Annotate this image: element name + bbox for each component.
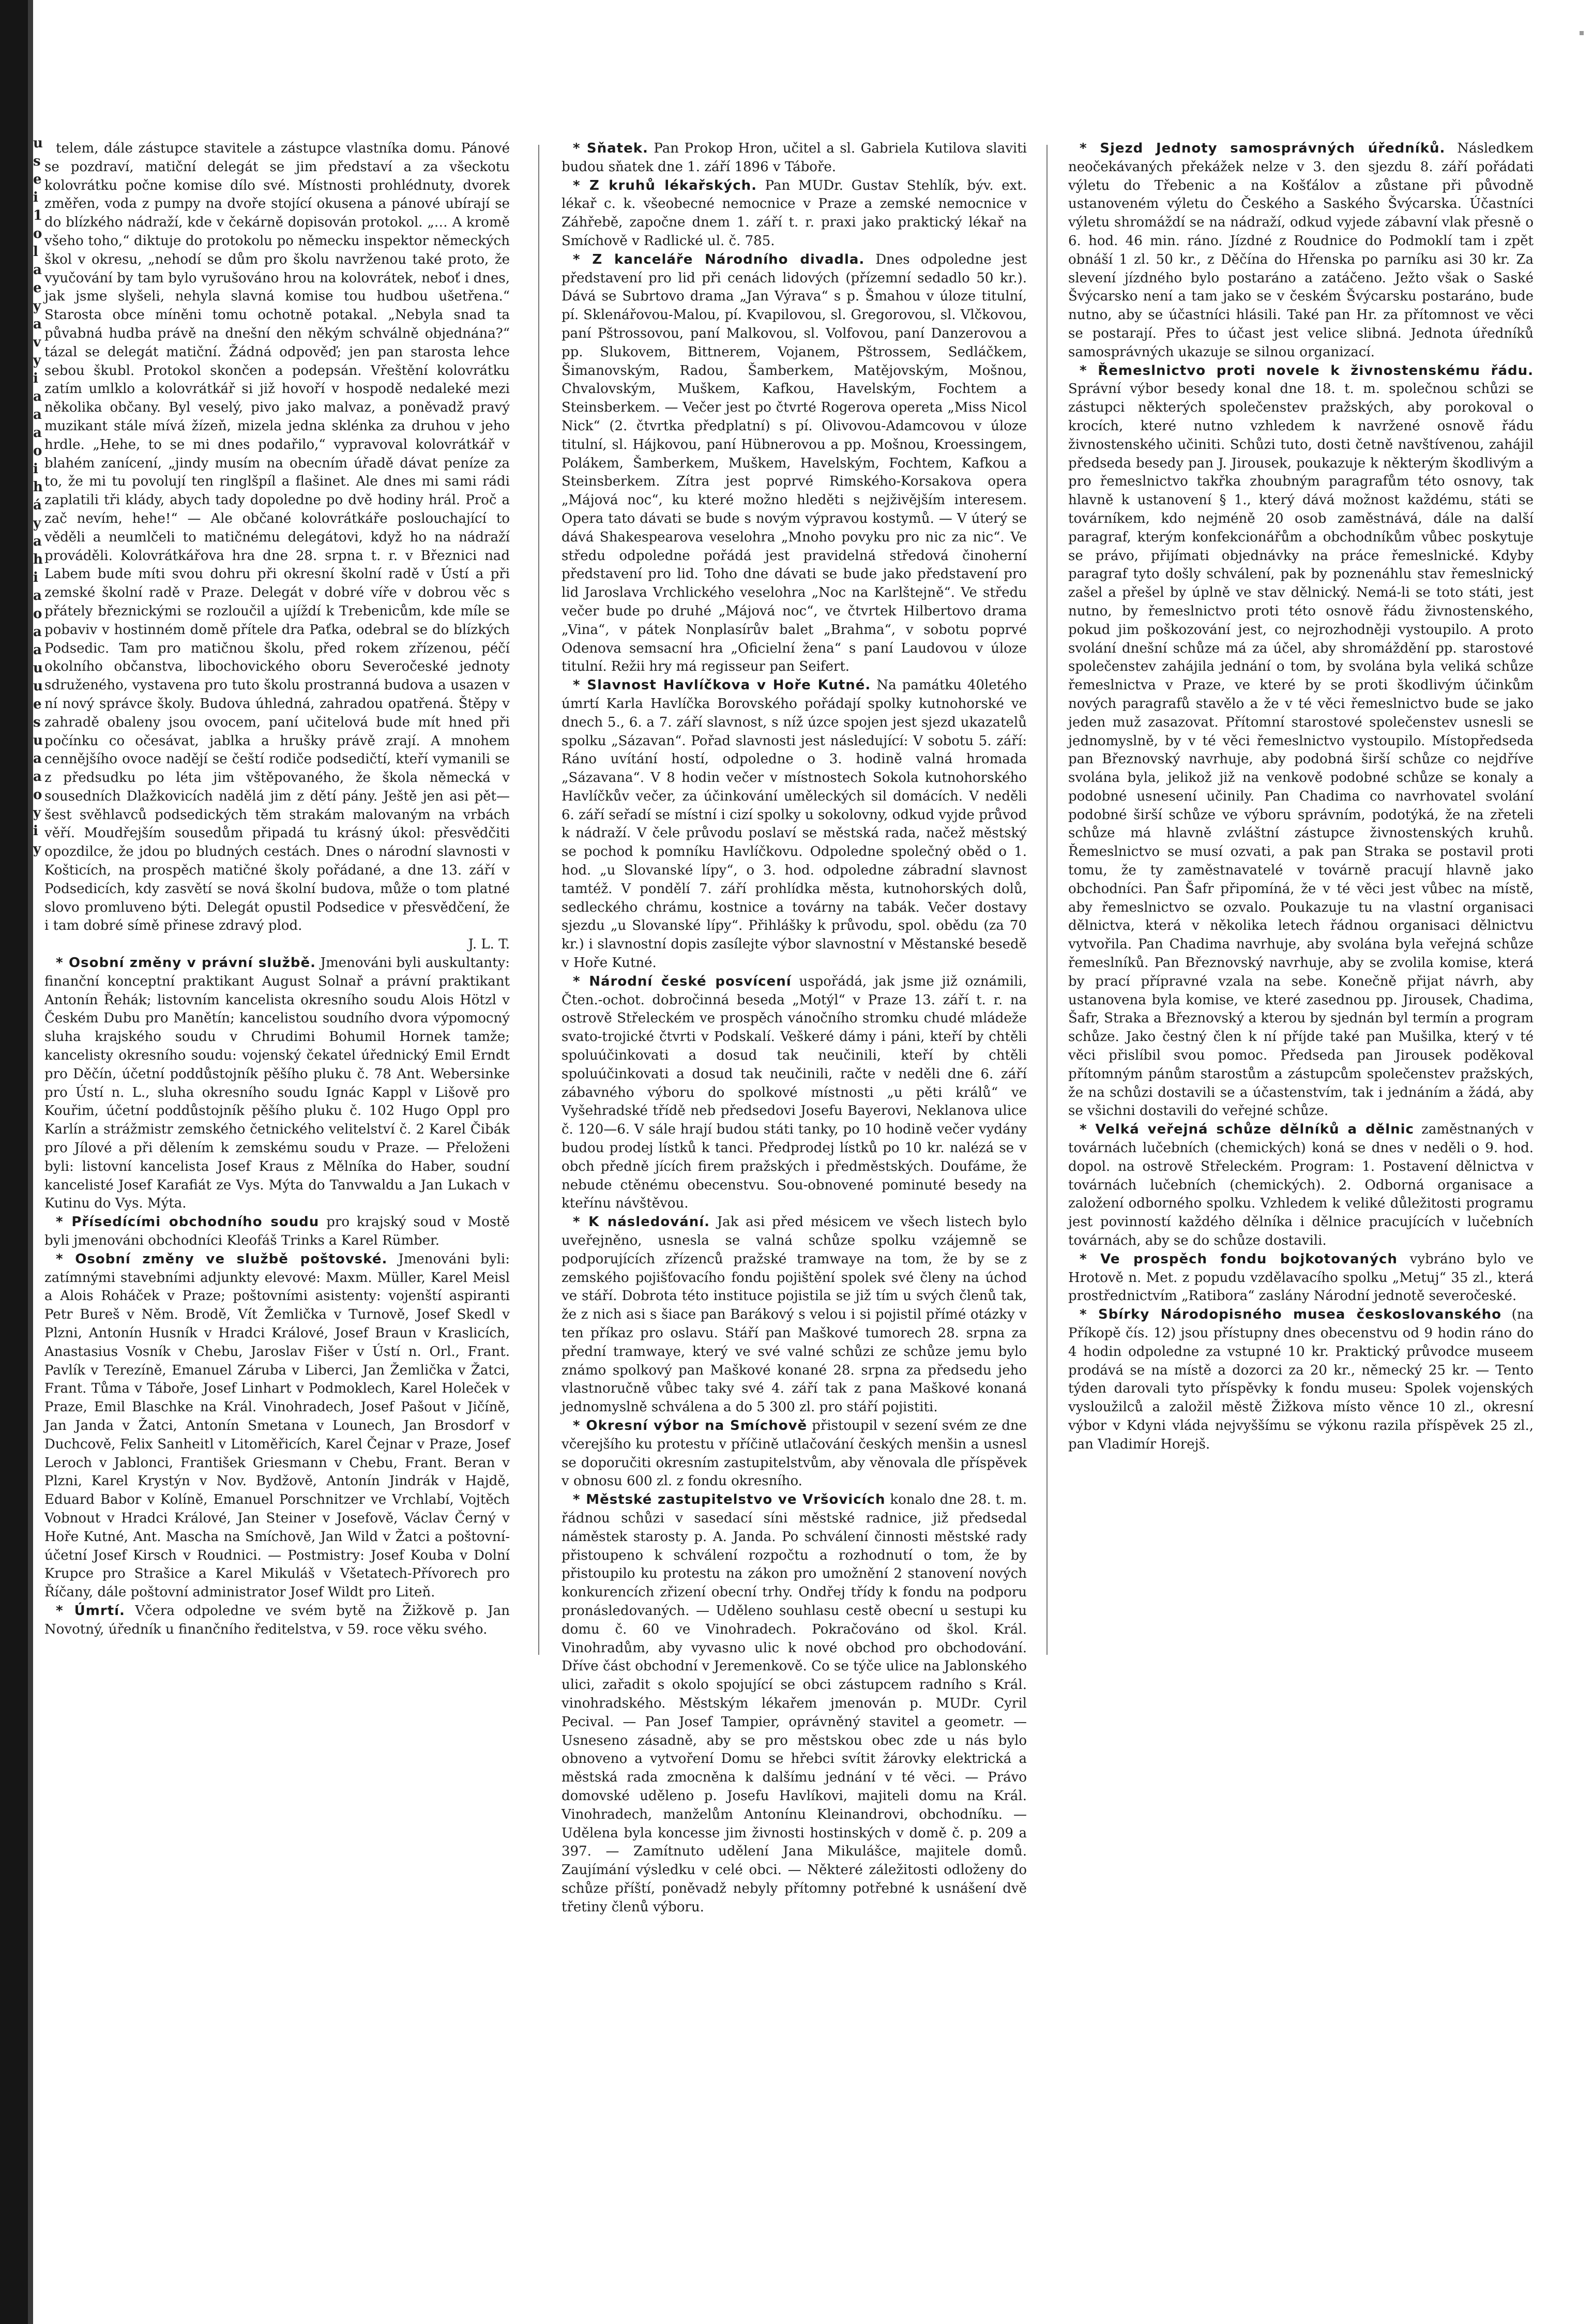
news-item-heading: * Sňatek. [573, 141, 648, 156]
news-item [562, 973, 1027, 1213]
news-item-body: vybráno bylo ve Hrotově n. Met. z popudu vzdělavacího spolku „Metuj“ 35 zl., která prostřednictvím „Ratibora“ zaslány Národní jednotě severočeské. [1068, 1251, 1534, 1304]
news-item-heading: * Městské zastupitelstvo ve Vršovicích [573, 1492, 886, 1508]
news-item [44, 1602, 510, 1639]
previous-page-fragment: u s e i 1 o l a e y a v y i a a a o i h á y a h i a o a a u u e s u a a o y i y [33, 135, 43, 857]
news-item [562, 251, 1027, 676]
news-item [1068, 1250, 1534, 1306]
news-item [562, 140, 1027, 177]
news-item-heading: * Osobní změny v právní službě. [56, 955, 316, 971]
news-item-heading: * Velká veřejná schůze dělníků a dělnic [1080, 1122, 1414, 1138]
news-item-body: Následkem neočekávaných překážek nelze v 3. den sjezdu 8. září pořádati výletu do Třebenic a na Košťálov a zůstane při původně ustanoveném výletu do Českého a Saského Švýcarska. Účastníci výletu shromáždí se na nádraží, odkud vyjede zábavní vlak přesně o 6. hod. 46 min. ráno. Jízdné z Roudnice do Podmoklí tam i zpět obnáší 1 zl. 50 kr., z Děčína do Hřenska po parníku asi 30 kr. Za slevení jízdného bylo postaráno a zatáčeno. Ježto však o Saské Švýcarsko není a tam jako se v českém Švýcarsku postaráno, bude nutno, aby se účastníci hlásili. Také pan Hr. za přítomnost ve věci se postarají. Přes to účast jest velice slibná. Jednota úředníků samosprávných ukazuje se silnou organizací. [1068, 141, 1534, 360]
news-item-body: Dnes odpoledne jest představení pro lid při cenách lidových (přízemní sedadlo 50 kr.). Dává se Subrtovo drama „Jan Výrava“ s p. Šmahou v úloze titulní, pí. Sklenářovou-Malou, pí. Kvapilovou, sl. Gregorovou, sl. Vlčkovou, paní Pštrossovou, paní Malkovou, sl. Volfovou, paní Danzerovou a pp. Slukovem, Bittnerem, Vojanem, Pštrossem, Sedláčkem, Šimanovským, Radou, Šamberkem, Matějovským, Mošnou, Chvalovským, Muškem, Kafkou, Havelským, Fochtem a Steinsberkem. — Večer jest po čtvrté Rogerova opereta „Miss Nicol Nick“ (2. čtvrtka předplatní) s pí. Olivovou-Adamcovou v úloze titulní, sl. Hájkovou, paní Hübnerovou a pp. Mošnou, Kroessingem, Polákem, Šamberkem, Muškem, Havelským, Fochtem, Kafkou a Steinsberkem. Zítra jest poprvé Rimského-Korsakova opera „Májová noc“, ku které možno hleděti s nejživějším interesem. Opera tato dávati se bude s novým výpravou kostymů. — V úterý se dává Shakespearova veselohra „Mnoho povyku pro nic za nic“. Ve středu odpoledne pořádá jest pravidelná středová činoherní představení pro lid. Toho dne dávati se bude jako představení pro lid Jaroslava Vrchlického veselohra „Noc na Karlštejně“. Ve středu večer bude po druhé „Májová noc“, ve čtvrtek Hilbertovo drama „Vina“, v pátek Nonplasírův balet „Brahma“, v sobotu poprvé Odenova semsacní hra „Oficielní žena“ s paní Laudovou v úloze titulní. Režii hry má regisseur pan Seifert. [562, 251, 1027, 675]
news-item-body: Jak asi před mésicem ve všech listech bylo uveřejněno, usnesla se valná schůze spolku vzájemně se podporujících zřízenců pražské tramwaye na tom, že by se z zemského pojišťovacího fondu pojištění spolek své členy na úchod ve stáří. Dobrota této instituce pojistila se již tím u svých členů tak, že z nich asi s šiace pan Barákový s velou i si pojistil přímé otázky v ten příkaz pro oslavu. Stáří pan Maškové tumorech 28. srpna za přední tramwaye, který ve své valné schůzi ze schůze jemu bylo známo spolkový pan Maškové konané 28. srpna za předsedu jeho vlastnoručně vůbec taky své 4. září tak z pana Maškové konaná jednomyslně schválena a do 5 300 zl. pro stáří pojistiti. [562, 1214, 1027, 1415]
news-item [44, 1213, 510, 1250]
news-item-heading: * Z kanceláře Národního divadla. [573, 251, 865, 267]
news-item-heading: * Osobní změny ve službě poštovské. [56, 1251, 388, 1267]
news-item-body: Jmenováni byli: zatímnými stavebními adjunkty elevové: Maxm. Müller, Karel Meisl a Alois Roháček v Praze; poštovními asistenty: vojenští aspiranti Petr Bureš v Něm. Brodě, Vít Žemlička v Turnově, Josef Skedl v Plzni, Antonín Husník v Hradci Králové, Josef Braun v Kraslicích, Anastasius Vosník v Chebu, Jaroslav Fišer v Ústí n. Orl., Frant. Pavlík v Terezíně, Emanuel Záruba v Liberci, Jan Žemlička v Žatci, Frant. Tůma v Táboře, Josef Linhart v Podmoklech, Karel Holeček v Praze, Emil Blaschke na Král. Vinohradech, Josef Pašout v Jičíně, Jan Janda v Žatci, Antonín Smetana v Lounech, Jan Brosdorf v Duchcově, Felix Sanheitl v Litoměřicích, Karel Čejnar v Praze, Josef Leroch v Jablonci, František Griesmann v Chebu, Frant. Beran v Plzni, Karel Krystýn v Nov. Bydžově, Antonín Jindrák v Hajdě, Eduard Babor v Kolíně, Emanuel Porschnitzer ve Vrchlabí, Vojtěch Vobnout v Hradci Králové, Jan Steiner v Josefově, Václav Černý v Hoře Kutné, Ant. Mascha na Smíchově, Jan Wild v Žatci a poštovní-účetní Josef Kirsch v Roudnici. — Postmistry: Josef Kouba v Dolní Krupce pro Strašice a Karel Mikuláš v Všetatech-Přívorech pro Říčany, dále poštovní administrator Josef Wildt pro Liteň. [44, 1251, 510, 1601]
column-1 [44, 140, 510, 1665]
news-item-body: Pan MUDr. Gustav Stehlík, býv. ext. lékař c. k. všeobecné nemocnice v Praze a zemské nemocnice v Záhřebě, započne dnem 1. září t. r. praxi jako praktický lékař na Smíchově v Radlické ul. č. 785. [562, 177, 1027, 249]
article-signature: J. L. T. [468, 937, 510, 953]
newspaper-page [44, 140, 1554, 1915]
news-item-heading: * Sjezd Jednoty samosprávných úředníků. [1080, 141, 1446, 156]
news-item-body: Jmenováni byli auskultanty: finanční konceptní praktikant August Solnař a právní praktikant Antonín Řehák; listovním kancelista okresního soudu Alois Hötzl v Českém Dubu pro Manětín; kancelistou soudního dvora výpomocný sluha krajského soudu v Chrudimi Bohumil Hornek tamže; kancelisty okresního soudu: vojenský čekatel úřednický Emil Erndt pro Děčín, účetní poddůstojník pěšího pluku č. 78 Ant. Webersinke pro Ústí n. L., sluha okresního soudu Ignác Kappl v Lišově pro Kouřim, účetní poddůstojník pěšího pluku č. 102 Hugo Oppl pro Karlín a strážmistr zemského četnického velitelství č. 2 Karel Čibák pro Jílové a při dělením k zemskému soudu v Praze. — Přeloženi byli: listovní kancelista Josef Kraus z Mělníka do Haber, soudní kancelisté Josef Karafiát ze Vys. Mýta do Tanvwaldu a Jan Lukach v Kutinu do Vys. Mýta. [44, 955, 510, 1212]
news-item [1068, 140, 1534, 362]
news-item [1068, 1306, 1534, 1454]
news-item-heading: * K následování. [573, 1214, 710, 1230]
news-item-body: Včera odpoledne ve svém bytě na Žižkově p. Jan Novotný, úředník u finančního ředitelstva, v 59. roce věku svého. [44, 1603, 510, 1637]
news-item-heading: * Ve prospěch fondu bojkotovaných [1080, 1251, 1398, 1267]
news-item-body: pro krajský soud v Mostě byli jmenováni obchodníci Kleofáš Trinks a Karel Rümber. [44, 1214, 510, 1249]
news-item-body: Na památku 40letého úmrtí Karla Havlíčka Borovského pořádají spolky kutnohorské ve dnech 5., 6. a 7. září slavnost, s níž úzce spojen jest sjezd ukazatelů spolku „Sázavan“. Pořad slavnosti jest následující: V sobotu 5. září: Ráno uvítání hostí, odpoledne o 3. hodině valná hromada „Sázavana“. V 8 hodin večer v místnostech Sokola kutnohorského Havlíčkův večer, za účinkování uměleckých sil domácích. V neděli 6. září seřadí se místní i cizí spolky u sokolovny, odkud vyjde průvod k nádraží. V čele průvodu poslaví se městská rada, načež městský se pochod k pomníku Havlíčkovu. Odpoledne společný oběd o 1. hod. „u Slovanské lípy“, o 3. hod. odpoledne zábradní slavnost tamtéž. V pondělí 7. září prohlídka města, kutnohorských dolů, sedleckého chrámu, kostnice a továrny na tabák. Večer dostavy sjezdu „u Slovanské lípy“. Přihlášky k průvodu, spol. obědu (za 70 kr.) i slavnostní dopis zasílejte výbor slavnostní v Městanské besedě v Hoře Kutné. [562, 677, 1027, 971]
news-item [1068, 1121, 1534, 1250]
news-item-body: zaměstnaných v továrnách lučebních (chemických) koná se dnes v neděli o 9. hod. dopol. na ostrově Střeleckém. Program: 1. Postavení dělnictva v továrnách lučebních (chemických). 2. Odborná organisace a založení odborného spolku. Vzhledem k veliké důležitosti programu jest povinností každého dělníka i dělnice pracujících v lučebních továrnách, aby se do schůze dostavili. [1068, 1122, 1534, 1249]
binding-edge [28, 0, 33, 2324]
news-item-body: (na Příkopě čís. 12) jsou přístupny dnes obecenstvu od 9 hodin ráno do 4 hodin odpoledne za vstupné 10 kr. Praktický průvodce museem prodává se na místě a dozorci za 20 kr., německý 25 kr. — Tento týden darovali tyto příspěvky k fondu museu: Spolek vojenských vysloužilců a založil městě Žižkova místo věnce 10 zl., okresní výbor v Kdyni vláda nejvyššímu se výkonu razila příspěvek 25 zl., pan Vladimír Horejš. [1068, 1307, 1534, 1452]
news-item [562, 177, 1027, 251]
news-item [1068, 362, 1534, 1121]
news-item [44, 954, 510, 1213]
column-3 [1068, 140, 1534, 1665]
news-item-heading: * Řemeslnictvo proti novele k živnostenskému řádu. [1080, 363, 1534, 379]
news-item [44, 1250, 510, 1602]
article-continuation: telem, dále zástupce stavitele a zástupce vlastníka domu. Pánové se pozdraví, matiční delegát se jim představí a za všeckotu kolovrátku počne komise dílo své. Místnosti prohlédnuty, dvorek změřen, voda z pumpy na dvoře stojící okusena a pánové ubírají se do blízkého nádraží, kde v čekárně dopisován protokol. „… A kromě všeho toho,“ diktuje do protokolu po německu inspektor německých škol v okresu, „nehodí se dům pro školu navrženou také proto, že vyučování by tam bylo vyrušováno hrou na kolovrátek, neboť i dnes, jak jsme slyšeli, nehyla slavná komise tou hudbou ušetřena.“ Starosta obce míněni tomu ochotně potakal. „Nebyla snad ta půvabná hudba právě na dnešní den někým schválně objednána?“ tázal se delegát matiční. Žádná odpověď; jen pan starosta lehce sebou škubl. Protokol skončen a podepsán. Vřeštění kolovrátku zatím umlklo a kolovrátkář si již hovoří v hospodě nedaleké mezi několika občany. Byl veselý, pivo jako malvaz, a poněvadž pravý muzikant stále mívá žízeň, mizela jedna sklénka za druhou v jeho hrdle. „Hehe, to se mi dnes podařilo,“ vypravoval kolovrátkář v blahém zanícení, „jindy musím na obecním úřadě dávat peníze za to, že mi tu povolují ten ringlšpíl a flašinet. Ale dnes mi sami rádi zaplatili tři klády, abych tady dopoledne po dvě hodiny hrál. Proč a zač nevím, hehe!“ — Ale občané kolovrátkáře poslouchající to věděli a neumlčeli to matičnému delegátovi, když ho na nádraží prováděli. Kolovrátkářova hra dne 28. srpna t. r. v Březnici nad Labem bude míti svou dohru při okresní školní radě v Ústí a při zemské školní radě v Praze. Delegát v dobré víře v dobrou věc s přátely březnickými se rozloučil a ujíždí k Trebenicům, kde míle se pobaviv v hostinném domě přítele dra Paťka, odebral se do blízkých Podsedic. Tam pro matičnou školu, před rokem zřízenou, péčí okolního občanstva, libochovického oboru Severočeské jednoty sdruženého, vystavena pro tuto školu prostranná budova a usazen v ní nový správce školy. Budova úhledná, zahradou opatřená. Štěpy v zahradě obaleny jsou ovocem, paní učitelová bude mít hned při počínku co očesávat, jablka a hrušky právě zrají. A mnohem cennějšího ovoce nadějí se čeští rodiče podsedičtí, kteří vymanili se z předsudku po léta jim vštěpovaného, že škola německá v sousedních Dlažkovicích nadělá jim z dětí pány. Ještě jen asi pět—šest svěhlavců podsedických těm strakám malovaným na vrbách věří. Moudřejším sousedům připadá tu krásný úkol: přesvědčiti opozdilce, že jdou po bludných cestách. Dnes o národní slavnosti v Košticích, na prospěch matičné školy pořádané, a dne 13. září v Podsedicích, kdy zasvětí se nová školní budova, může o tom platné slovo promluveno býti. Delegát opustil Podsedice v přesvědčení, že i tam dobré símě přinese zdravý plod. [44, 141, 510, 934]
news-item [562, 1491, 1027, 1916]
news-item-heading: * Z kruhů lékařských. [573, 177, 757, 193]
news-item-heading: * Úmrtí. [56, 1603, 125, 1619]
binding-spine [0, 0, 28, 2324]
news-item-heading: * Přísedícími obchodního soudu [56, 1214, 320, 1230]
news-item [562, 1417, 1027, 1491]
news-item-heading: * Národní české posvícení [573, 973, 792, 989]
news-item-heading: * Okresní výbor na Smíchově [573, 1417, 808, 1433]
news-item-body: Správní výbor besedy konal dne 18. t. m. společnou schůzi se zástupci některých společenstev pražských, aby porokoval o krocích, které nutno vzhledem k navržené osnově řádu živnostenského učiniti. Schůzi tuto, dosti četně navštívenou, zahájil předseda besedy pan J. Jirousek, poukazuje k některým škodlivým a pro řemeslnictvo takřka zhoubným paragrafům této osnovy, tak hlavně k ustanovení § 1., který dává možnost každému, státi se továrníkem, kdo nejméně 20 osob zaměstnává, dále na další paragraf, kterým konfekcionářům a obchodníkům vůbec poskytuje se právo, přijímati objednávky na práce řemeslnické. Kdyby paragraf tyto došly schválení, pak by poznenáhlu stav řemeslnický zašel a přešel by úplně ve stav dělnický. Nemá-li se toto státi, jest nutno, by řemeslnictvo proti této osnově řádu živnostenského, pokud jim poškozování jest, co nejrozhodněji vystoupilo. A proto svolání dnešní schůze má za účel, aby shromáždění pp. starostové společenstev zahájila jednání o tom, by svolána byla veliká schůze řemeslnictva v Praze, ve které by se proti škodlivým účinkům nových paragrafů stavělo a že v té věci řemeslnictvo bude se jako jeden muž zasazovat. Přítomní starostové společenstev usnesli se jednomyslně, by v té věci řemeslnictvo vystoupilo. Místopředseda pan Březnovský navrhuje, aby podobná širší schůze co nejdříve svolána byla, jelikož již na venkově podobné schůze se konaly a podobné usnesení učinily. Pan Chadima co navrhovatel svolání podobné širší schůze ve výboru správním, podotýká, že na zřeteli schůze má hlavně zvláštní zástupce živnostenských kruhů. Řemeslnictvo se musí ozvati, a pak pan Straka se postavil proti tomu, že ty zaměstnavatelé v továrně pracují hlavně jako obchodníci. Pan Šafr připomíná, že v té věci jest vůbec na místě, aby řemeslnictvo se ozvalo. Poukazuje tu na vlastní organisaci dělnictva, která v několika letech řádnou organisaci dělnictvu vytvořila. Pan Chadima navrhuje, aby svolána byla veřejná schůze řemeslníků. Pan Březnovský navrhuje, aby se zvolila komise, která by prací přípravné vzala na sebe. Konečně přijat návrh, aby ustanovena byla komise, ve které zasednou pp. Jirousek, Chadima, Šafr, Straka a Březnovský a kterou by sjednán byl termín a program schůze. Jako čestný člen k ní příjde také pan Mušilka, který v té věci přislíbil svou pomoc. Předseda pan Jirousek poděkoval přítomným pánům starostům a zástupcům společenstev pražských, že na schůzi dostavili se a účastenstvím, tak i jednáním a žádá, aby se všichni dostavili do veřejné schůze. [1068, 381, 1534, 1119]
column-2 [562, 140, 1027, 1915]
news-item-body: Pan Prokop Hron, učitel a sl. Gabriela Kutilova slaviti budou sňatek dne 1. září 1896 v Táboře. [562, 141, 1027, 175]
news-item-body: uspořádá, jak jsme již oznámili, Čten.-ochot. dobročinná beseda „Motýl“ v Praze 13. září t. r. na ostrově Střeleckém ve prospěch vánočního stromku chudé mládeže svato-trojické čtvrti v Podskalí. Veškeré dámy i páni, kteří by chtěli spoluúčinkovati a dosud tak neučinili, kteří by chtěli spoluúčinkovati a dosud tak neučinili, račte v neděli dne 6. září zábavného výboru do spolkové místnosti „u pěti králů“ ve Vyšehradské třídě neb předsedovi Josefu Bayerovi, Neklanova ulice č. 120—6. V sále hrají budou státi tanky, po 10 hodině večer vydány budou prodej lístků k tanci. Předprodej lístků po 10 kr. nalézá se v obch předně jících firem pražských i předměstských. Doufáme, že nebude ctěnému obecenstvu. Sou-obnovené pominuté besedy na kteřínu návštěvou. [562, 973, 1027, 1212]
news-item-heading: * Slavnost Havlíčkova v Hoře Kutné. [573, 677, 871, 693]
news-item-heading: * Sbírky Národopisného musea českoslovanského [1080, 1307, 1502, 1323]
page-corner-mark [1580, 31, 1584, 35]
news-item-body: přistoupil v sezení svém ze dne včerejšího ku protestu v příčině utlačování českých menšin a usnesl se doporučiti okresním zastupitelstvům, aby věnovala dle příspěvek v obnosu 600 zl. z fondu okresního. [562, 1417, 1027, 1489]
news-item [562, 676, 1027, 973]
news-item [562, 1213, 1027, 1417]
column-rule-1 [538, 145, 539, 1655]
news-item-body: konalo dne 28. t. m. řádnou schůzi v sasedací síni městské radnice, již předsedal náměstek starosty p. A. Janda. Po schválení činnosti městské rady přistoupeno k schválení rozpočtu a rozhodnutí o tom, že by přistoupilo ku protestu na zákon pro umožnění 2 stanovení nových konkurencích zřizení obecní trhy. Ondřej třídy k fondu na podporu pronásledovaných. — Uděleno souhlasu cestě obecní u sestupi ku domu č. 60 ve Vinohradech. Pokračováno od škol. Král. Vinohradům, aby vyvasno ulic k nové obchod pro obchodování. Dříve část obchodní v Jeremenkově. Co se týče ulice na Jablonského ulici, zařadit s okolo spojující se obci zástupcem radního s Král. vinohradského. Městským lékařem jmenován p. MUDr. Cyril Pecival. — Pan Josef Tampier, oprávněný stavitel a geometr. — Usneseno zásadně, aby se pro městskou obec zde u nás bylo obnoveno a vytvoření Domu se hřebci svítit žárovky elektrická a městská rada zmocněna k dalšímu jednání v té věci. — Právo domovské uděleno p. Josefu Havlíkovi, majiteli domu na Král. Vinohradech, manželům Antonínu Kleinandrovi, obchodníku. — Udělena byla koncesse jim živnosti hostinských v domě č. p. 209 a 397. — Zamítnuto udělení Jana Mikulášce, majitele domů. Zaujímání výsledku v celé obci. — Některé záležitosti odloženy do schůze příští, poněvadž nebyly přítomny potřebné k usnášení dvě třetiny členů výboru. [562, 1492, 1027, 1915]
column-rule-2 [1046, 145, 1048, 1655]
